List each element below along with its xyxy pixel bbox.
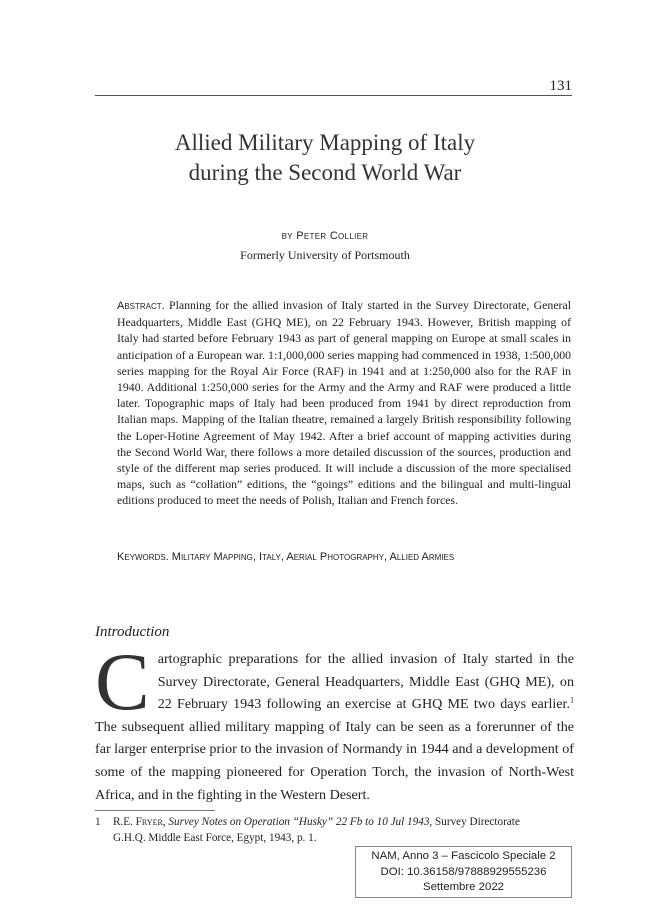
- abstract-text: . Planning for the allied invasion of Italy started in the Survey Directorate, General Headquarters, Middle East (GHQ ME), on 22 February 1943. However, British mapping of Italy had started before February 1943 as part of general mapping on Europe at small scales in anticipation of a European war. 1:1,000,000 series mapping had commenced in 1938, 1:500,000 series mapping for the Royal Air Force (RAF) in 1941 and at 1:250,000 also for the RAF in 1940. Additional 1:250,000 series for the Army and the Army and RAF were produced a little later. Topographic maps of Italy had been produced from 1941 by direct reproduction from Italian maps. Mapping of the Italian theatre, remained a largely British responsibility following the Loper-Hotine Agreement of May 1942. After a brief account of mapping activities during the Second World War, there follows a more detailed discussion of the sources, production and style of the different map series produced. It will include a discussion of the more specialised maps, such as “collation” editions, the “goings” editions and the bilingual and multi-lingual editions produced to meet the needs of Polish, Italian and French forces.: [117, 298, 571, 508]
- keywords: Keywords. Military Mapping, Italy, Aerial Photography, Allied Armies: [117, 551, 455, 563]
- drop-cap: C: [95, 636, 150, 727]
- journal-date: Settembre 2022: [422, 881, 505, 893]
- footnote-rule: [95, 810, 215, 811]
- footnote-number: 1: [95, 816, 101, 828]
- journal-issue: NAM, Anno 3 – Fascicolo Speciale 2: [371, 850, 556, 862]
- footnote-author: R.E. Fryer,: [113, 816, 166, 828]
- footnote-rest-2: G.H.Q. Middle East Force, Egypt, 1943, p. 1.: [113, 831, 317, 844]
- header-rule: [95, 95, 572, 96]
- page-number: 131: [549, 78, 572, 94]
- title-line-1: Allied Military Mapping of Italy: [174, 130, 476, 155]
- author-byline: by Peter Collier: [281, 230, 369, 242]
- intro-text-part1: artographic preparations for the allied invasion of Italy started in the Survey Directorate, General Headquarters, Middle East (GHQ ME), on 22 February 1943 following an exercise at GHQ ME two days earlier.: [157, 651, 574, 713]
- introduction-paragraph: [95, 636, 574, 806]
- intro-text-part2: The subsequent allied military mapping of Italy can be seen as a forerunner of the far larger enterprise prior to the invasion of Normandy in 1944 and a development of some of the mapping pioneered for Operation Torch, the invasion of North-West Africa, and in the fighting in the Western Desert.: [95, 718, 574, 803]
- section-heading-introduction: Introduction: [95, 624, 170, 640]
- journal-doi[interactable]: DOI: 10.36158/97888929555236: [380, 865, 547, 878]
- footnote-reference[interactable]: 1: [570, 695, 574, 705]
- journal-info-box: [355, 846, 572, 898]
- title-line-2: during the Second World War: [188, 160, 462, 185]
- footnote-title: Survey Notes on Operation “Husky” 22 Fb to 10 Jul 1943,: [168, 816, 433, 828]
- footnote-rest-1: Survey Directorate: [432, 816, 520, 828]
- abstract-label: Abstract: [117, 300, 162, 312]
- article-title: [0, 128, 650, 188]
- abstract: [117, 297, 571, 509]
- footnote: [95, 815, 575, 846]
- author-affiliation: Formerly University of Portsmouth: [240, 248, 410, 262]
